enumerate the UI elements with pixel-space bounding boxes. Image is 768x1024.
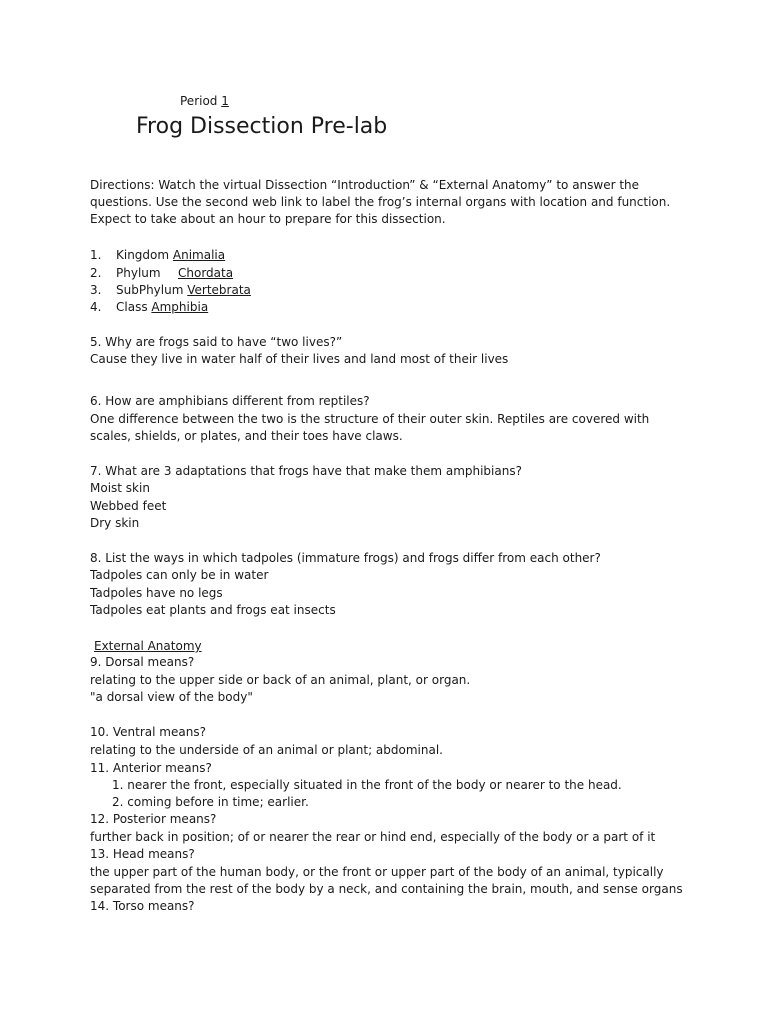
question-11: 11. Anterior means?: [90, 761, 212, 775]
question-9: 9. Dorsal means?: [90, 655, 195, 669]
answer-8-item: Tadpoles have no legs: [90, 586, 223, 600]
period-line: [180, 93, 229, 109]
answer-7-item: Dry skin: [90, 516, 140, 530]
section-heading-external-anatomy: External Anatomy: [94, 639, 202, 653]
question-8: 8. List the ways in which tadpoles (immature frogs) and frogs differ from each other?: [90, 551, 601, 565]
answer-8-item: Tadpoles eat plants and frogs eat insects: [90, 603, 336, 617]
answer-13-line-2: separated from the rest of the body by a neck, and containing the brain, mouth, and sense organs: [90, 882, 683, 896]
classification-item: 2. Phylum Chordata: [90, 266, 234, 280]
classification-item: 3. SubPhylum Vertebrata: [90, 283, 251, 297]
question-13: 13. Head means?: [90, 847, 195, 861]
answer-5: Cause they live in water half of their lives and land most of their lives: [90, 352, 509, 366]
period-label: Period: [180, 94, 218, 108]
question-5: 5. Why are frogs said to have “two lives?”: [90, 335, 343, 349]
classification-item: 1. Kingdom Animalia: [90, 248, 226, 262]
question-12: 12. Posterior means?: [90, 812, 217, 826]
answer-6-line-2: scales, shields, or plates, and their toes have claws.: [90, 429, 403, 443]
question-7: 7. What are 3 adaptations that frogs have that make them amphibians?: [90, 464, 522, 478]
answer-6-line-1: One difference between the two is the structure of their outer skin. Reptiles are covered with: [90, 412, 650, 426]
answer-9-line-1: relating to the upper side or back of an animal, plant, or organ.: [90, 673, 471, 687]
directions-line-2: questions. Use the second web link to label the frog’s internal organs with location and function.: [90, 195, 671, 209]
directions-line-1: Directions: Watch the virtual Dissection “Introduction” & “External Anatomy” to answer the: [90, 178, 640, 192]
classification-item: 4. Class Amphibia: [90, 300, 209, 314]
answer-11-item: 2. coming before in time; earlier.: [112, 795, 309, 809]
directions-line-3: Expect to take about an hour to prepare for this dissection.: [90, 212, 446, 226]
answer-11-item: 1. nearer the front, especially situated in the front of the body or nearer to the head.: [112, 778, 622, 792]
answer-8-item: Tadpoles can only be in water: [90, 568, 269, 582]
answer-10: relating to the underside of an animal or plant; abdominal.: [90, 743, 443, 757]
question-6: 6. How are amphibians different from reptiles?: [90, 394, 370, 408]
answer-13-line-1: the upper part of the human body, or the front or upper part of the body of an animal, typically: [90, 865, 664, 879]
question-14: 14. Torso means?: [90, 899, 195, 913]
answer-7-item: Moist skin: [90, 481, 150, 495]
answer-12: further back in position; of or nearer the rear or hind end, especially of the body or a part of it: [90, 830, 656, 844]
answer-7-item: Webbed feet: [90, 499, 167, 513]
answer-9-line-2: "a dorsal view of the body": [90, 690, 253, 704]
page-title: Frog Dissection Pre-lab: [136, 114, 388, 139]
period-value: 1: [221, 94, 229, 108]
question-10: 10. Ventral means?: [90, 725, 206, 739]
